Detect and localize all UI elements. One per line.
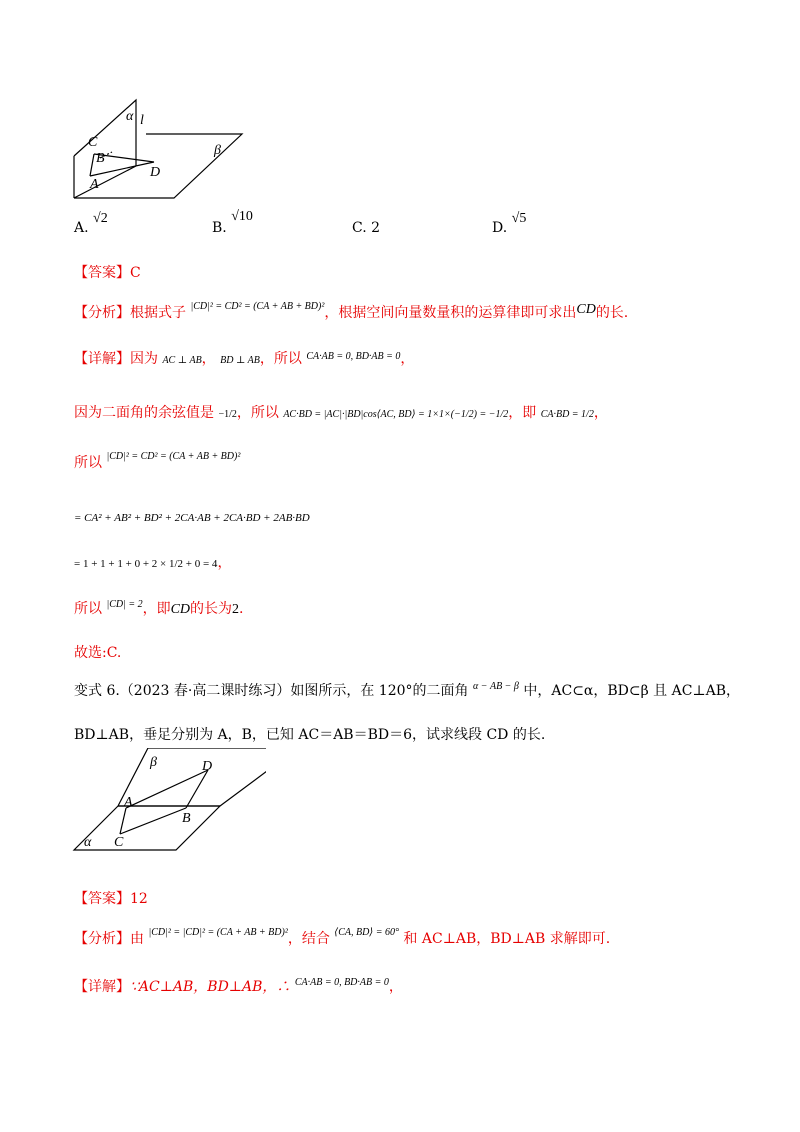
- fig2-label-beta: β: [150, 755, 157, 770]
- analysis-text-end: 的长.: [595, 305, 629, 321]
- analysis-cd: CD: [576, 302, 596, 317]
- option-b: [212, 209, 253, 237]
- analysis-tag: 【分析】: [74, 305, 130, 321]
- option-d: [492, 211, 527, 237]
- detail-line6-pre: 所以: [74, 601, 102, 617]
- detail-line6-cd: CD: [170, 602, 191, 617]
- q1-detail-line1: [74, 348, 414, 368]
- detail-line1-f2: BD ⊥ AB: [220, 355, 260, 366]
- q2-analysis-tag: 【分析】: [74, 931, 130, 947]
- q2-analysis: [74, 928, 610, 948]
- option-a-label: A.: [74, 220, 89, 236]
- q2-analysis-angle: ⟨CA, BD⟩ = 60°: [334, 927, 399, 938]
- q2-answer-value: 12: [130, 891, 148, 907]
- detail-line1-f1: AC ⊥ AB: [162, 355, 202, 366]
- fig2-label-b: B: [182, 811, 191, 826]
- fig2-label-c: C: [114, 835, 124, 850]
- q1-answer: [74, 262, 141, 282]
- q2-answer: [74, 888, 148, 908]
- q2-analysis-mid: ，结合: [287, 931, 330, 947]
- fig1-label-a: A: [90, 177, 99, 192]
- q2-detail-tag: 【详解】: [74, 979, 130, 995]
- dihedral-figure-1: [62, 96, 262, 204]
- q1-detail-line4: [74, 506, 310, 525]
- q2-analysis-pre: 由: [130, 931, 144, 947]
- answer-value: C: [130, 265, 141, 281]
- answer-tag: 【答案】: [74, 265, 130, 281]
- analysis-formula: |CD|² = CD² = (CA + AB + BD)²: [190, 301, 325, 312]
- q2-line2: BD⊥AB，垂足分别为 A，B，已知 AC＝AB＝BD＝6，试求线段 CD 的长.: [74, 727, 546, 743]
- q2-detail: [74, 976, 403, 996]
- q2-line1: [74, 680, 740, 700]
- q2-detail-formula: CA·AB = 0, BD·AB = 0: [294, 977, 389, 988]
- fig1-label-c: C: [88, 135, 98, 150]
- detail-line6-formula: |CD| = 2: [106, 599, 143, 610]
- q2-detail-end: ，: [388, 979, 403, 995]
- q2-answer-tag: 【答案】: [74, 891, 130, 907]
- fig1-label-d: D: [150, 165, 161, 180]
- option-a-value: √2: [93, 211, 108, 226]
- option-d-label: D.: [492, 220, 508, 236]
- detail-line3-formula: |CD|² = CD² = (CA + AB + BD)²: [106, 451, 241, 462]
- q1-detail-line5: [74, 552, 231, 572]
- detail-tag: 【详解】: [74, 351, 130, 367]
- q1-detail-line6: [74, 598, 244, 618]
- option-d-value: √5: [511, 211, 527, 226]
- q1-detail-line3: [74, 452, 240, 472]
- option-b-label: B.: [212, 220, 227, 236]
- detail-line2-mid: ，所以: [236, 405, 279, 421]
- option-c-label: C.: [352, 220, 367, 236]
- fig1-label-l: l: [140, 113, 144, 128]
- detail-line5-end: ，: [217, 555, 232, 571]
- detail-line1-f3: CA·AB = 0, BD·AB = 0: [306, 351, 401, 362]
- detail-line6-mid: ，即: [142, 601, 171, 617]
- detail-line1-end: ，: [400, 351, 415, 367]
- option-c-value: 2: [371, 220, 381, 236]
- q1-analysis: [74, 302, 628, 322]
- option-c: [352, 220, 380, 236]
- detail-line2-f3: CA·BD = 1/2: [540, 409, 594, 420]
- analysis-text-pre: 根据式子: [130, 305, 186, 321]
- fig1-label-b: B: [96, 151, 105, 166]
- detail-line2-mid2: ，即: [508, 405, 537, 421]
- detail-line4-formula: = CA² + AB² + BD² + 2CA·AB + 2CA·BD + 2AB·BD: [74, 512, 310, 524]
- detail-line1-pre: 因为: [130, 351, 158, 367]
- detail-line1-mid: ，所以: [259, 351, 302, 367]
- detail-line2-pre: 因为二面角的余弦值是: [74, 405, 214, 421]
- detail-line5-formula: = 1 + 1 + 1 + 0 + 2 × 1/2 + 0 = 4: [74, 558, 218, 570]
- detail-line2-end: ，: [593, 405, 608, 421]
- q2-line1-pre: 变式 6.（2023 春·高二课时练习）如图所示，在 120°的二面角: [74, 683, 469, 699]
- q2-line1-post: 中，AC⊂α，BD⊂β 且 AC⊥AB，: [523, 683, 741, 699]
- fig1-label-alpha: α: [126, 109, 134, 124]
- fig2-label-alpha: α: [84, 835, 92, 850]
- q2-detail-pre: ∵AC⊥AB，BD⊥AB，∴: [130, 979, 291, 995]
- q2-analysis-post: 和 AC⊥AB，BD⊥AB 求解即可.: [403, 931, 611, 947]
- detail-line3-pre: 所以: [74, 455, 102, 471]
- fig2-label-d: D: [202, 759, 213, 774]
- analysis-text-post: ，根据空间向量数量积的运算律即可求出: [324, 305, 577, 321]
- dihedral-figure-2: [66, 748, 266, 854]
- detail-line6-val: 2: [232, 602, 240, 617]
- q2-line1-formula: α − AB − β: [472, 681, 519, 692]
- detail-line2-f1: −1/2: [218, 409, 237, 420]
- q2-analysis-formula: |CD|² = |CD|² = (CA + AB + BD)²: [148, 927, 288, 938]
- q1-choice: 故选:C.: [74, 645, 122, 661]
- detail-line6-mid2: 的长为: [190, 601, 233, 617]
- fig1-label-beta: β: [214, 143, 221, 158]
- detail-line2-f2: AC·BD = |AC|·|BD|cos⟨AC, BD⟩ = 1×1×(−1/2) = −1/2: [283, 409, 509, 420]
- q1-detail-line2: [74, 402, 608, 422]
- detail-line1-sep: ，: [201, 351, 216, 367]
- option-a: [74, 211, 108, 237]
- option-b-value: √10: [231, 209, 253, 224]
- detail-line6-end: .: [239, 601, 244, 617]
- fig2-label-a: A: [124, 795, 133, 810]
